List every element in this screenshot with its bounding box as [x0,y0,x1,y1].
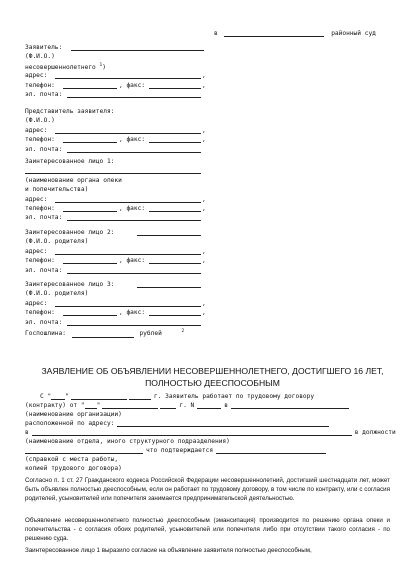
position-field[interactable] [25,447,143,454]
applicant-block: Заявитель: (Ф.И.О.) несовершеннолетнего $^1$) адрес: , телефон: , факс: , эл. почта: [25,44,206,98]
party1-email-field[interactable] [67,214,201,221]
contract-number-field[interactable] [197,402,221,409]
form-line-8 [25,456,118,463]
fee-amount-field[interactable] [72,331,134,338]
footnote-ref-2: 2 [181,329,185,334]
form-text: С " [40,393,52,400]
party2-label: Заинтересованное лицо 2: [25,229,115,236]
contract-year-field[interactable] [160,402,176,409]
court-prefix: в [214,30,218,37]
confirmation-field[interactable] [216,447,326,454]
form-text: " [96,402,101,409]
applicant-phone-label: телефон: [25,81,55,89]
party3-fio-hint: (Ф.И.О. родителя) [25,290,89,298]
representative-phone-field[interactable] [63,136,117,143]
party3-phone-field[interactable] [63,309,117,316]
form-text: г. N [179,402,195,409]
party3-label: Заинтересованное лицо 3: [25,281,115,288]
contract-month-field[interactable] [102,402,158,409]
representative-fax-label: факс: [126,136,146,144]
court-suffix: районный суд [331,30,376,37]
party2-fax-field[interactable] [149,257,201,264]
representative-fio-hint: (Ф.И.О.) [25,117,55,125]
applicant-minor-hint: несовершеннолетнего [25,63,96,71]
party1-email-label: эл. почта: [25,214,63,222]
applicant-fax-label: факс: [126,81,146,89]
form-text: " [65,393,69,400]
applicant-label: Заявитель: [25,44,63,51]
party2-fio-hint: (Ф.И.О. родителя) [25,238,89,246]
paragraph-1: Согласно п. 1 ст. 27 Гражданского кодекса Российской Федерации несовершеннолетний, достигший шестнадцати лет, может быть объявлен полностью дееспособным, если он работает по трудовому договору, в том числе по контракту, или с согласия родителей, усыновителей или попечителя занимается предпринимательской деятельностью. [25,477,390,503]
court-line [214,30,376,37]
party2-phone-field[interactable] [63,257,117,264]
form-line-2 [25,402,349,409]
representative-label: Представитель заявителя: [25,108,115,115]
applicant-phone-field[interactable] [63,82,117,89]
day-field[interactable] [51,393,65,400]
party1-address-label: адрес: [25,195,48,203]
representative-email-label: эл. почта: [25,145,63,153]
representative-fax-field[interactable] [149,136,201,143]
department-hint: (наименование отдела, иного структурного подразделения) [25,438,230,445]
form-line-4 [25,420,329,427]
fee-line [25,329,184,338]
party3-address-label: адрес: [25,299,48,307]
footnote-ref-1: 1 [99,62,103,68]
month-field[interactable] [71,393,127,400]
party2-address-field[interactable] [55,248,201,255]
representative-phone-label: телефон: [25,136,55,144]
form-text: г. Заявитель работает по трудовому договору [153,393,315,400]
organization-hint: (наименование организации) [25,411,122,418]
party1-fax-label: факс: [126,204,146,212]
court-name-field[interactable] [224,30,324,37]
party1-label: Заинтересованное лицо 1: [25,158,115,165]
party2-fax-label: факс: [126,257,146,265]
applicant-fio-hint: (Ф.И.О.) [25,53,55,61]
representative-address-label: адрес: [25,126,48,134]
form-line-7 [25,447,326,454]
applicant-email-label: эл. почта: [25,90,63,98]
party2-phone-label: телефон: [25,257,55,265]
party1-org-hint: (наименование органа опеки [25,176,122,184]
form-line-3 [25,411,122,418]
year-field[interactable] [129,393,151,400]
form-text: что подтверждается [146,447,214,454]
applicant-fax-field[interactable] [149,82,201,89]
organization-field[interactable] [231,402,349,409]
party1-phone-field[interactable] [63,205,117,212]
department-field[interactable] [32,429,352,436]
form-text: расположенной по адресу: [25,420,115,427]
form-line-9 [25,465,122,472]
representative-block: Представитель заявителя: (Ф.И.О.) адрес: , телефон: , факс: , эл. почта: [25,108,206,153]
party3-name-field[interactable] [137,281,201,288]
party3-address-field[interactable] [55,300,201,307]
party3-email-field[interactable] [67,319,201,326]
form-line-1 [40,393,314,400]
party3-fax-field[interactable] [149,309,201,316]
party2-email-label: эл. почта: [25,266,63,274]
confirmation-hint-2: копией трудового договора) [25,465,122,472]
applicant-address-field[interactable] [55,72,201,79]
paragraph-3: Заинтересованное лицо 1 выразило согласие на объявление заявителя полностью дееспособным, [25,547,312,554]
form-line-5 [25,429,396,436]
fee-label: Госпошлина: [25,330,66,338]
form-line-6 [25,438,230,445]
form-text: (контракту) от " [25,402,85,409]
party2-block: Заинтересованное лицо 2: (Ф.И.О. родителя) адрес: , телефон: , факс: , эл. почта: [25,229,206,274]
party1-block: Заинтересованное лицо 1: (наименование органа опеки и попечительства) адрес: , телефон: , факс: , эл. почта: [25,158,206,222]
form-text: в должности [354,429,396,436]
fee-currency: рублей [139,330,162,338]
paragraph-2: Объявление несовершеннолетнего полностью дееспособным (эмансипация) производится по решению органа опеки и попечительства - с согласия обоих родителей, усыновителей или попечителя либо при отсутствии такого согласия - по решению суда. [25,517,390,543]
party3-block: Заинтересованное лицо 3: (Ф.И.О. родителя) адрес: , телефон: , факс: , эл. почта: [25,281,206,326]
contract-day-field[interactable] [85,402,97,409]
form-text: в [224,402,228,409]
applicant-name-field[interactable] [71,44,204,51]
confirmation-hint: (справкой с места работы, [25,456,119,463]
party1-address-field[interactable] [55,196,201,203]
party1-fax-field[interactable] [149,205,201,212]
party2-address-label: адрес: [25,247,48,255]
applicant-address-label: адрес: [25,72,48,80]
party2-email-field[interactable] [67,267,201,274]
party3-fax-label: факс: [126,309,146,317]
document-title: ЗАЯВЛЕНИЕ ОБ ОБЪЯВЛЕНИИ НЕСОВЕРШЕННОЛЕТНЕГО, ДОСТИГШЕГО 16 ЛЕТ, ПОЛНОСТЬЮ ДЕЕСПОСОБНЫМ [41,366,384,388]
party3-phone-label: телефон: [25,309,55,317]
party1-org-hint-2: и попечительства) [25,186,89,194]
party2-name-field[interactable] [137,229,201,236]
form-text: в [25,429,29,436]
representative-address-field[interactable] [55,127,201,134]
party1-phone-label: телефон: [25,204,55,212]
applicant-email-field[interactable] [67,91,201,98]
party3-email-label: эл. почта: [25,318,63,326]
organization-address-field[interactable] [117,420,329,427]
representative-email-field[interactable] [67,146,201,153]
